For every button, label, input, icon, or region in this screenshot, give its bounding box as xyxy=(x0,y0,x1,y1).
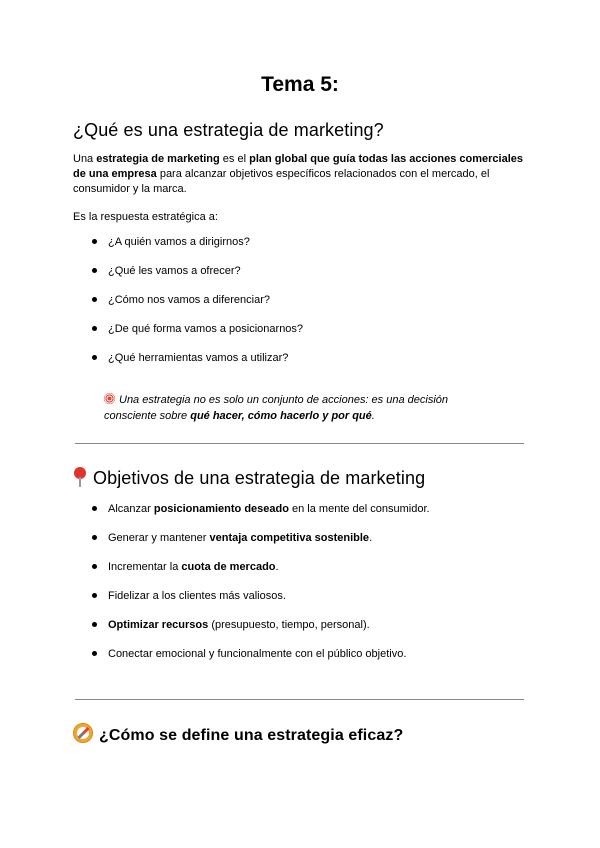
target-icon xyxy=(104,393,115,404)
page-title: Tema 5: xyxy=(261,73,339,96)
intro-bold-1: estrategia de marketing xyxy=(96,153,220,165)
quote-text-1: Una estrategia no es solo un conjunto de acciones: es una decisión consciente sobre xyxy=(104,394,448,422)
divider xyxy=(75,699,524,700)
bullet-icon xyxy=(92,651,97,656)
item-text: . xyxy=(369,532,373,544)
list-item-text: ¿De qué forma vamos a posicionarnos? xyxy=(108,323,304,335)
list-item xyxy=(90,322,303,351)
list-item-text: ¿Qué les vamos a ofrecer? xyxy=(108,265,241,277)
item-text: Generar y mantener xyxy=(108,532,210,544)
list-item xyxy=(90,531,430,560)
bullet-icon xyxy=(92,506,97,511)
item-bold: Optimizar recursos xyxy=(108,619,209,631)
callout-quote xyxy=(104,392,484,424)
list-item-text: ¿Cómo nos vamos a diferenciar? xyxy=(108,294,271,306)
item-text: Alcanzar xyxy=(108,503,154,515)
item-text: en la mente del consumidor. xyxy=(288,503,430,515)
quote-text-2: . xyxy=(371,410,375,422)
lead-text: Es la respuesta estratégica a: xyxy=(73,211,218,223)
bullet-icon xyxy=(92,239,97,244)
quote-bold: qué hacer, cómo hacerlo y por qué xyxy=(190,410,372,422)
list-item xyxy=(90,502,430,531)
item-bold: ventaja competitiva sostenible xyxy=(209,532,370,544)
section-heading-objectives xyxy=(73,467,425,489)
item-text: Conectar emocional y funcionalmente con el público objetivo. xyxy=(108,648,407,660)
list-item xyxy=(90,351,303,380)
bullet-icon xyxy=(92,297,97,302)
bullet-icon xyxy=(92,535,97,540)
list-item xyxy=(90,647,430,676)
item-text: Incrementar la xyxy=(108,561,182,573)
list-item xyxy=(90,235,303,264)
questions-list xyxy=(90,235,303,380)
list-item xyxy=(90,293,303,322)
section-heading-text: ¿Cómo se define una estrategia eficaz? xyxy=(99,727,404,744)
bullet-icon xyxy=(92,622,97,627)
objectives-list xyxy=(90,502,430,676)
list-item xyxy=(90,618,430,647)
compass-icon xyxy=(73,723,93,743)
item-bold: posicionamiento deseado xyxy=(153,503,289,515)
intro-text-2: es el xyxy=(219,153,250,165)
intro-paragraph xyxy=(73,152,535,197)
divider xyxy=(75,443,524,444)
intro-text-1: Una xyxy=(73,153,97,165)
list-item xyxy=(90,589,430,618)
list-item-text: ¿A quién vamos a dirigirnos? xyxy=(108,236,250,248)
intro-text-3: para alcanzar objetivos específicos relacionados con el mercado, el consumidor y la marca. xyxy=(73,168,490,195)
bullet-icon xyxy=(92,564,97,569)
pin-icon xyxy=(73,467,87,487)
list-item xyxy=(90,560,430,589)
item-text: . xyxy=(275,561,279,573)
list-item-text: ¿Qué herramientas vamos a utilizar? xyxy=(108,352,289,364)
bullet-icon xyxy=(92,355,97,360)
section-heading-effective xyxy=(73,723,403,747)
bullet-icon xyxy=(92,593,97,598)
section-heading-what-is: ¿Qué es una estrategia de marketing? xyxy=(73,120,384,140)
item-text: (presupuesto, tiempo, personal). xyxy=(208,619,370,631)
item-bold: cuota de mercado xyxy=(181,561,276,573)
list-item xyxy=(90,264,303,293)
section-heading-text: Objetivos de una estrategia de marketing xyxy=(93,468,426,488)
intro-bold-2: plan global que guía todas las acciones comerciales de una empresa xyxy=(73,153,523,180)
bullet-icon xyxy=(92,326,97,331)
bullet-icon xyxy=(92,268,97,273)
item-text: Fidelizar a los clientes más valiosos. xyxy=(108,590,286,602)
